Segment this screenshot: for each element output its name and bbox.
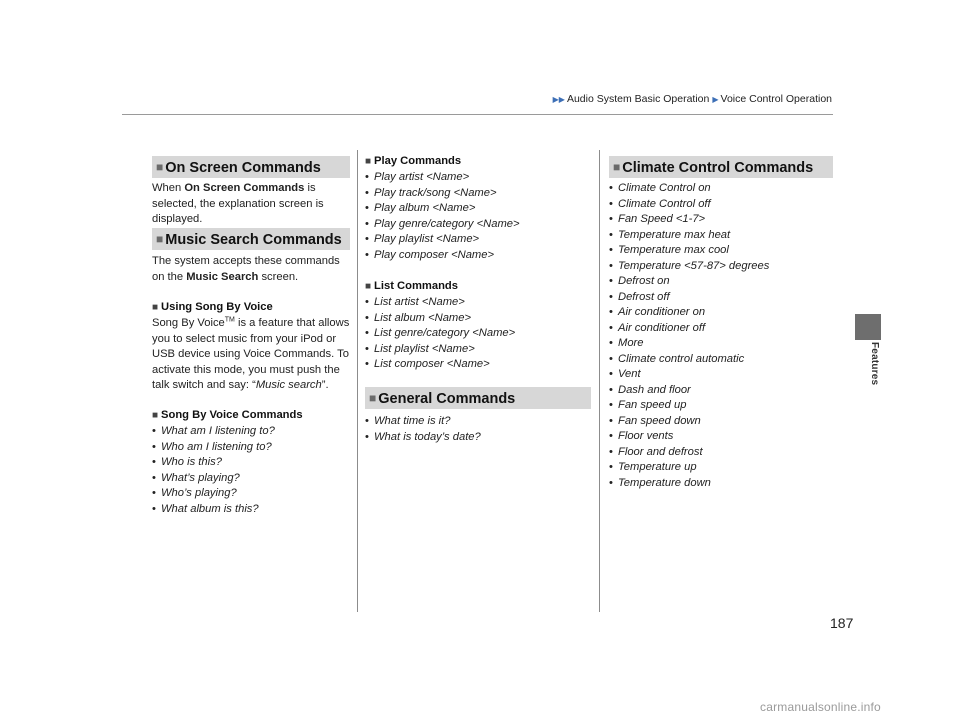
climate-command-list	[609, 181, 769, 491]
section-header-climate	[609, 156, 833, 178]
list-item: • What is today’s date?	[365, 430, 481, 446]
list-item: • Temperature up	[609, 460, 769, 476]
general-command-list	[365, 414, 481, 445]
list-item: • Defrost on	[609, 274, 769, 290]
page-number: 187	[830, 615, 854, 631]
list-item: • What am I listening to?	[152, 424, 275, 440]
header-rule	[122, 114, 833, 115]
list-item: • Climate control automatic	[609, 352, 769, 368]
list-item: • List composer <Name>	[365, 357, 515, 373]
list-item: • Play genre/category <Name>	[365, 217, 520, 233]
list-item: • List album <Name>	[365, 311, 515, 327]
list-item: • Who am I listening to?	[152, 440, 275, 456]
list-item: • Air conditioner on	[609, 305, 769, 321]
list-item: • Temperature <57-87> degrees	[609, 259, 769, 275]
section-title: On Screen Commands	[165, 160, 321, 176]
section-title: Music Search Commands	[165, 232, 342, 248]
column-divider	[357, 150, 358, 612]
list-command-list	[365, 295, 515, 373]
list-item: • Floor and defrost	[609, 445, 769, 461]
column-divider	[599, 150, 600, 612]
list-item: • Air conditioner off	[609, 321, 769, 337]
square-bullet-icon: ■	[156, 160, 164, 174]
breadcrumb-item-voice-control: Voice Control Operation	[720, 93, 832, 105]
list-item: • Who’s playing?	[152, 486, 275, 502]
list-item: • Play playlist <Name>	[365, 232, 520, 248]
list-item: • Defrost off	[609, 290, 769, 306]
breadcrumb-item-audio-basic: Audio System Basic Operation	[566, 93, 710, 105]
arrow-right-icon: ▶	[712, 95, 719, 104]
list-item: • Play album <Name>	[365, 201, 520, 217]
chapter-tab-marker	[855, 314, 881, 340]
section-header-general	[365, 387, 591, 409]
square-bullet-icon: ■	[365, 281, 372, 292]
list-item: • Who is this?	[152, 455, 275, 471]
list-item: • Dash and floor	[609, 383, 769, 399]
list-item: • Fan speed up	[609, 398, 769, 414]
list-item: • List artist <Name>	[365, 295, 515, 311]
square-bullet-icon: ■	[152, 302, 159, 313]
list-item: • Climate Control off	[609, 197, 769, 213]
list-item: • Floor vents	[609, 429, 769, 445]
section-header-music-search	[152, 228, 350, 250]
square-bullet-icon: ■	[156, 232, 164, 246]
subheading-song-by-voice-commands: ■ Song By Voice Commands	[152, 409, 303, 421]
section-header-on-screen	[152, 156, 350, 178]
list-item: • Temperature max cool	[609, 243, 769, 259]
double-arrow-icon: ▶▶	[552, 95, 565, 104]
subheading-list-commands: ■ List Commands	[365, 280, 458, 292]
list-item: • List playlist <Name>	[365, 342, 515, 358]
play-command-list	[365, 170, 520, 263]
chapter-tab-label: Features	[869, 342, 880, 386]
section-title: General Commands	[378, 391, 516, 407]
list-item: • Play track/song <Name>	[365, 186, 520, 202]
list-item: • Temperature down	[609, 476, 769, 492]
list-item: • What’s playing?	[152, 471, 275, 487]
square-bullet-icon: ■	[369, 391, 377, 405]
square-bullet-icon: ■	[152, 410, 159, 421]
list-item: • What time is it?	[365, 414, 481, 430]
music-search-description: The system accepts these commands on the Music Search screen.	[152, 255, 340, 283]
song-by-voice-description: Song By Voice™ is a feature that allows you to select music from your iPod or USB device using Voice Commands. To activate this mode, you must push the talk switch and say: “Music search”.	[152, 316, 350, 392]
list-item: • Play artist <Name>	[365, 170, 520, 186]
square-bullet-icon: ■	[365, 156, 372, 167]
list-item: • Vent	[609, 367, 769, 383]
list-item: • Play composer <Name>	[365, 248, 520, 264]
list-item: • Climate Control on	[609, 181, 769, 197]
list-item: • Temperature max heat	[609, 228, 769, 244]
subheading-play-commands: ■ Play Commands	[365, 155, 462, 167]
on-screen-description: When On Screen Commands is selected, the explanation screen is displayed.	[152, 182, 324, 226]
list-item: • What album is this?	[152, 502, 275, 518]
breadcrumb	[553, 93, 832, 105]
watermark: carmanualsonline.info	[760, 700, 881, 714]
section-title: Climate Control Commands	[622, 160, 814, 176]
song-by-voice-command-list	[152, 424, 275, 517]
list-item: • Fan Speed <1-7>	[609, 212, 769, 228]
subheading-using-song-by-voice: ■ Using Song By Voice	[152, 301, 273, 313]
list-item: • More	[609, 336, 769, 352]
list-item: • List genre/category <Name>	[365, 326, 515, 342]
list-item: • Fan speed down	[609, 414, 769, 430]
square-bullet-icon: ■	[613, 160, 621, 174]
